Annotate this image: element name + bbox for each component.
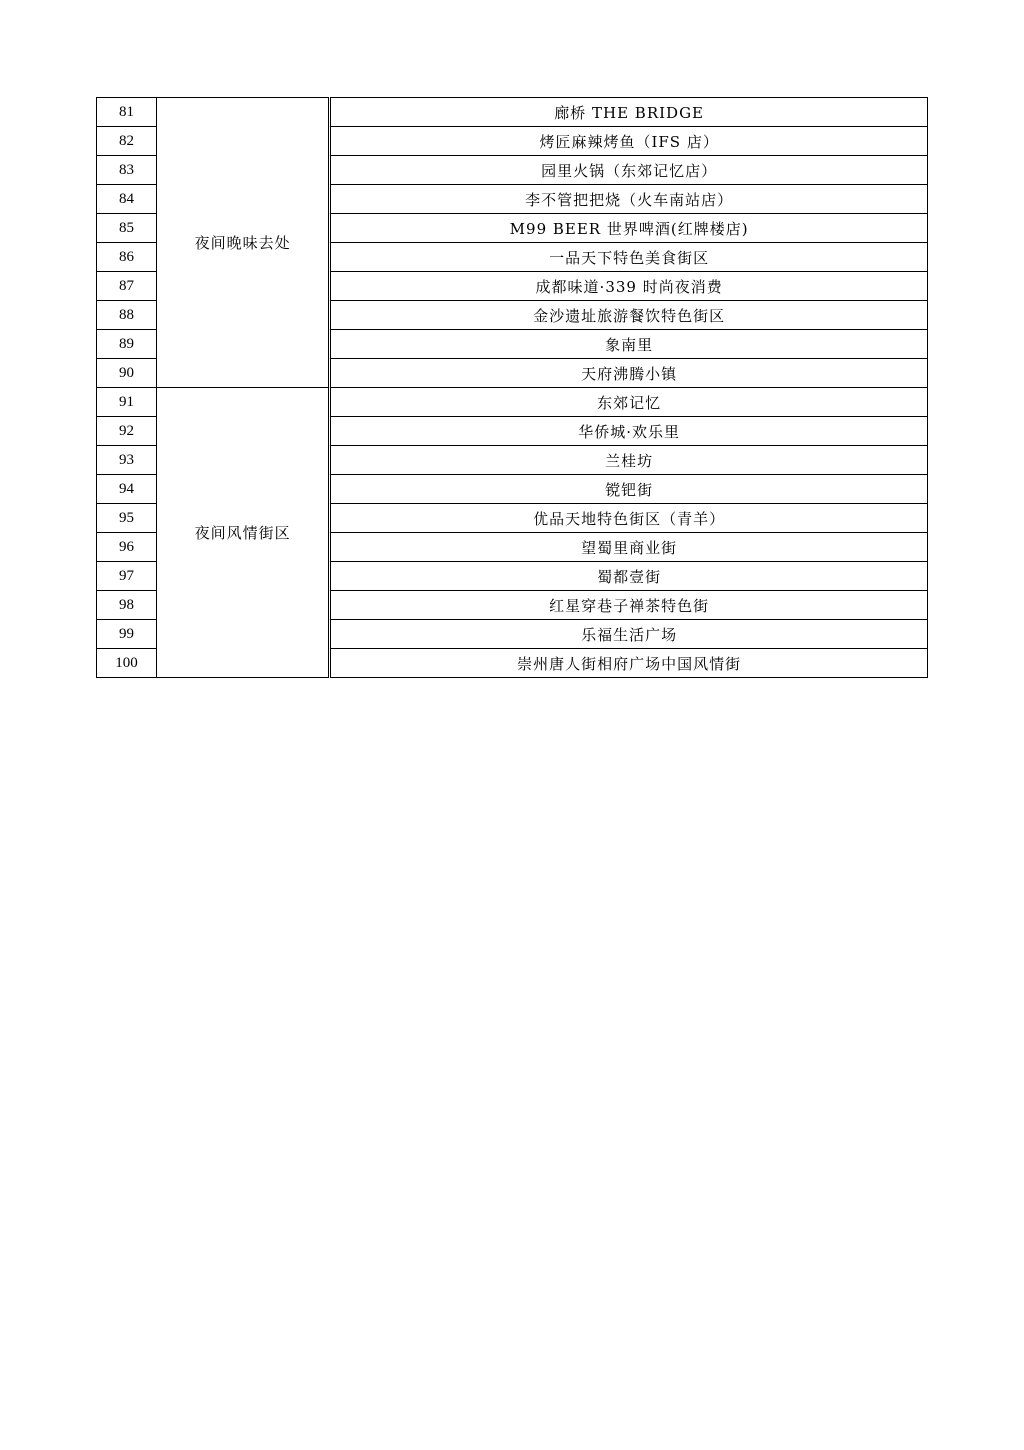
row-number: 100 [97, 649, 157, 678]
category-cell: 夜间风情街区 [157, 388, 329, 678]
row-number: 94 [97, 475, 157, 504]
venue-name: 成都味道·339 时尚夜消费 [331, 272, 928, 301]
table-row [97, 98, 928, 127]
row-number: 95 [97, 504, 157, 533]
row-number: 85 [97, 214, 157, 243]
row-number: 91 [97, 388, 157, 417]
row-number: 84 [97, 185, 157, 214]
row-number: 90 [97, 359, 157, 388]
row-number: 86 [97, 243, 157, 272]
venue-name: 华侨城·欢乐里 [331, 417, 928, 446]
venue-name: 东郊记忆 [331, 388, 928, 417]
venue-name: 蜀都壹街 [331, 562, 928, 591]
venue-table [96, 97, 928, 678]
category-cell: 夜间晚味去处 [157, 98, 329, 388]
row-number: 93 [97, 446, 157, 475]
venue-name: 烤匠麻辣烤鱼（IFS 店） [331, 127, 928, 156]
venue-name: 一品天下特色美食街区 [331, 243, 928, 272]
row-number: 97 [97, 562, 157, 591]
venue-name: 园里火锅（东郊记忆店） [331, 156, 928, 185]
venue-name: 李不管把把烧（火车南站店） [331, 185, 928, 214]
row-number: 88 [97, 301, 157, 330]
venue-name: 象南里 [331, 330, 928, 359]
row-number: 87 [97, 272, 157, 301]
venue-name: 天府沸腾小镇 [331, 359, 928, 388]
venue-name: 金沙遗址旅游餐饮特色街区 [331, 301, 928, 330]
row-number: 83 [97, 156, 157, 185]
row-number: 89 [97, 330, 157, 359]
venue-name: M99 BEER 世界啤酒(红牌楼店) [331, 214, 928, 243]
venue-name: 乐福生活广场 [331, 620, 928, 649]
row-number: 96 [97, 533, 157, 562]
row-number: 92 [97, 417, 157, 446]
row-number: 81 [97, 98, 157, 127]
row-number: 99 [97, 620, 157, 649]
venue-name: 红星穿巷子禅茶特色街 [331, 591, 928, 620]
venue-name: 镋钯街 [331, 475, 928, 504]
venue-name: 廊桥 THE BRIDGE [331, 98, 928, 127]
row-number: 98 [97, 591, 157, 620]
venue-table-body [97, 98, 928, 678]
venue-name: 优品天地特色街区（青羊） [331, 504, 928, 533]
venue-name: 崇州唐人街相府广场中国风情街 [331, 649, 928, 678]
table-row [97, 388, 928, 417]
venue-name: 望蜀里商业街 [331, 533, 928, 562]
venue-name: 兰桂坊 [331, 446, 928, 475]
row-number: 82 [97, 127, 157, 156]
